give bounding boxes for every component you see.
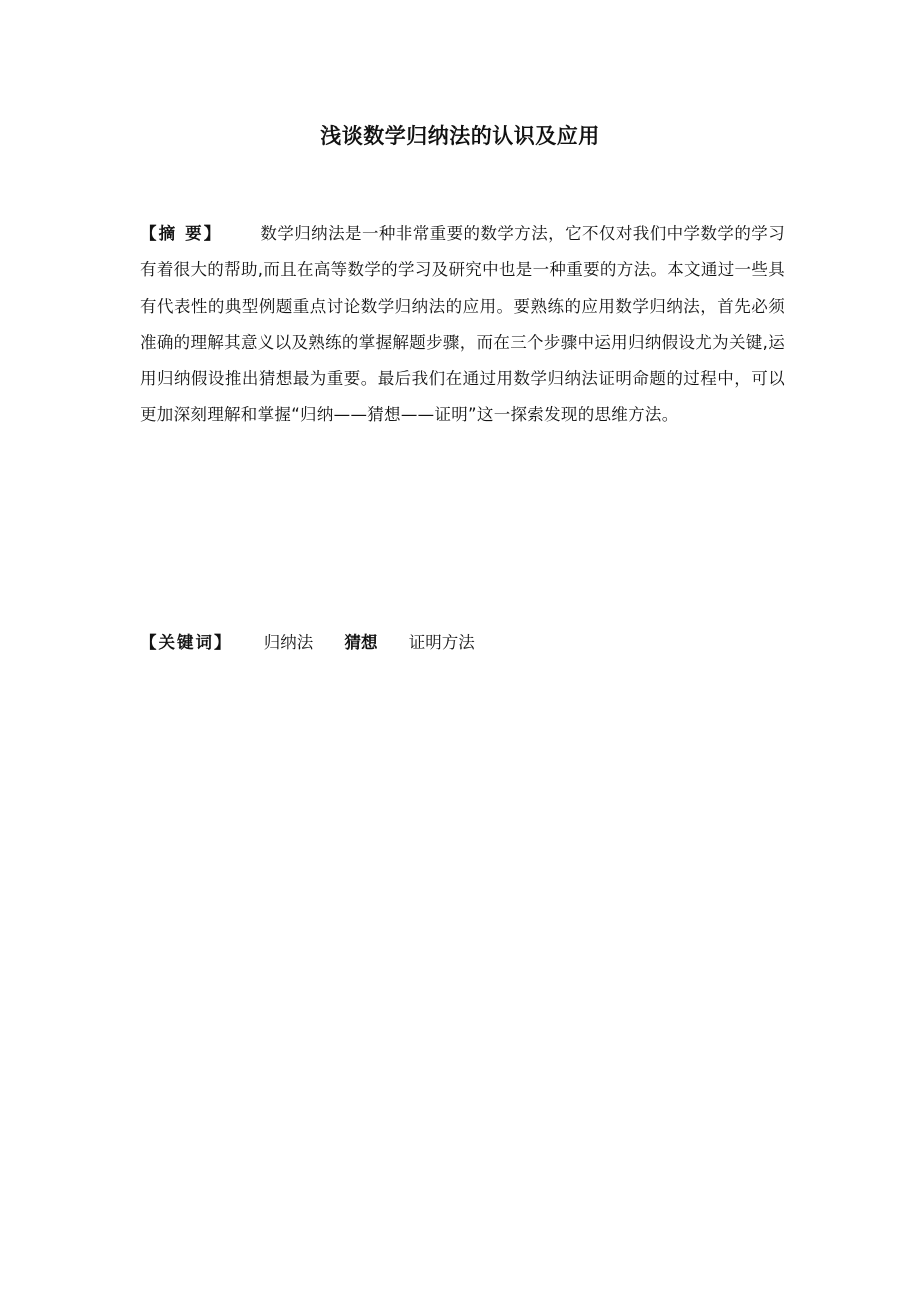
keywords-label: 【关键词】: [140, 633, 233, 652]
abstract-label: 【摘 要】: [140, 224, 223, 243]
document-title: 浅谈数学归纳法的认识及应用: [320, 124, 600, 148]
keyword-item: 归纳法: [263, 633, 314, 652]
keywords-section: [140, 626, 785, 660]
keyword-item: 证明方法: [408, 633, 475, 652]
abstract-section: [140, 216, 785, 434]
abstract-text: 数学归纳法是一种非常重要的数学方法，它不仅对我们中学数学的学习有着很大的帮助,而且在高等数学的学习及研究中也是一种重要的方法。本文通过一些具有代表性的典型例题重点讨论数学归纳法的应用。要熟练的应用数学归纳法，首先必须准确的理解其意义以及熟练的掌握解题步骤，而在三个步骤中运用归纳假设尤为关键,运用归纳假设推出猜想最为重要。最后我们在通过用数学归纳法证明命题的过程中，可以更加深刻理解和掌握“归纳——猜想——证明”这一探索发现的思维方法。: [140, 224, 785, 425]
keyword-item: 猜想: [344, 633, 378, 652]
